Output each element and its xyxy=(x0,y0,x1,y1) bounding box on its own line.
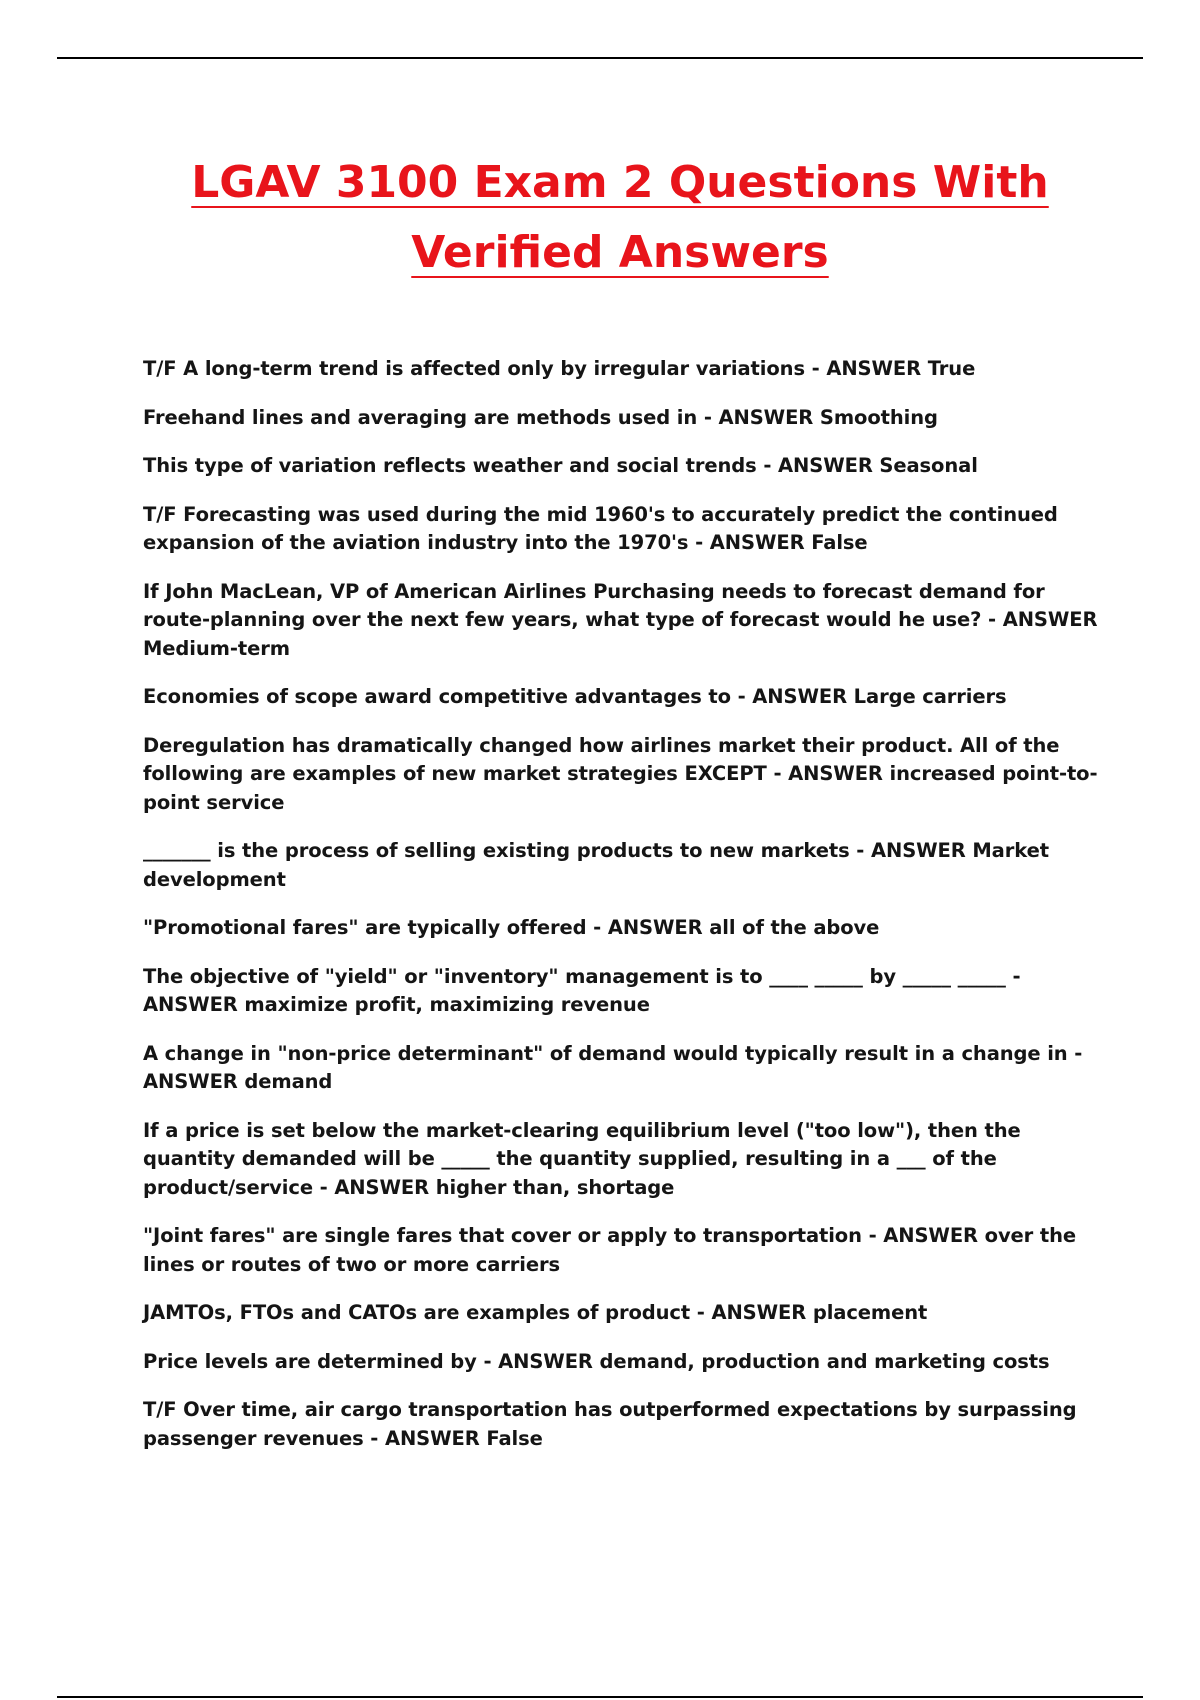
qa-item: The objective of "yield" or "inventory" management is to ____ _____ by _____ _____ - ANSWER maximize profit, maximizing revenue xyxy=(143,964,1021,1016)
qa-item: A change in "non-price determinant" of demand would typically result in a change in - ANSWER demand xyxy=(143,1041,1083,1093)
title-line-2: Verified Answers xyxy=(411,227,829,278)
qa-item: _______ is the process of selling existing products to new markets - ANSWER Market development xyxy=(143,839,1049,891)
qa-item: Price levels are determined by - ANSWER demand, production and marketing costs xyxy=(143,1349,1050,1373)
qa-item: Deregulation has dramatically changed how airlines market their product. All of the following are examples of new market strategies EXCEPT - ANSWER increased point-to-point service xyxy=(143,733,1098,814)
title-line-1: LGAV 3100 Exam 2 Questions With xyxy=(191,157,1049,208)
qa-item: Freehand lines and averaging are methods used in - ANSWER Smoothing xyxy=(143,405,938,429)
question-answer-list xyxy=(143,355,1098,1473)
qa-item: T/F Forecasting was used during the mid 1960's to accurately predict the continued expansion of the aviation industry into the 1970's - ANSWER False xyxy=(143,502,1058,554)
qa-item: JAMTOs, FTOs and CATOs are examples of product - ANSWER placement xyxy=(143,1301,928,1324)
qa-item: This type of variation reflects weather and social trends - ANSWER Seasonal xyxy=(143,454,978,477)
document-title xyxy=(0,148,1200,288)
qa-item: "Joint fares" are single fares that cover or apply to transportation - ANSWER over the lines or routes of two or more carriers xyxy=(143,1224,1077,1276)
qa-item: If a price is set below the market-clearing equilibrium level ("too low"), then the quantity demanded will be _____ the quantity supplied, resulting in a ___ of the product/service - ANSWER higher than, shortage xyxy=(143,1118,1021,1199)
top-rule xyxy=(57,57,1143,59)
qa-item: T/F A long-term trend is affected only by irregular variations - ANSWER True xyxy=(143,357,976,380)
qa-item: If John MacLean, VP of American Airlines Purchasing needs to forecast demand for route-planning over the next few years, what type of forecast would he use? - ANSWER Medium-term xyxy=(143,579,1098,660)
bottom-rule xyxy=(57,1696,1143,1698)
qa-item: T/F Over time, air cargo transportation has outperformed expectations by surpassing passenger revenues - ANSWER False xyxy=(143,1398,1077,1450)
qa-item: Economies of scope award competitive advantages to - ANSWER Large carriers xyxy=(143,685,1007,708)
qa-item: "Promotional fares" are typically offered - ANSWER all of the above xyxy=(143,916,880,939)
